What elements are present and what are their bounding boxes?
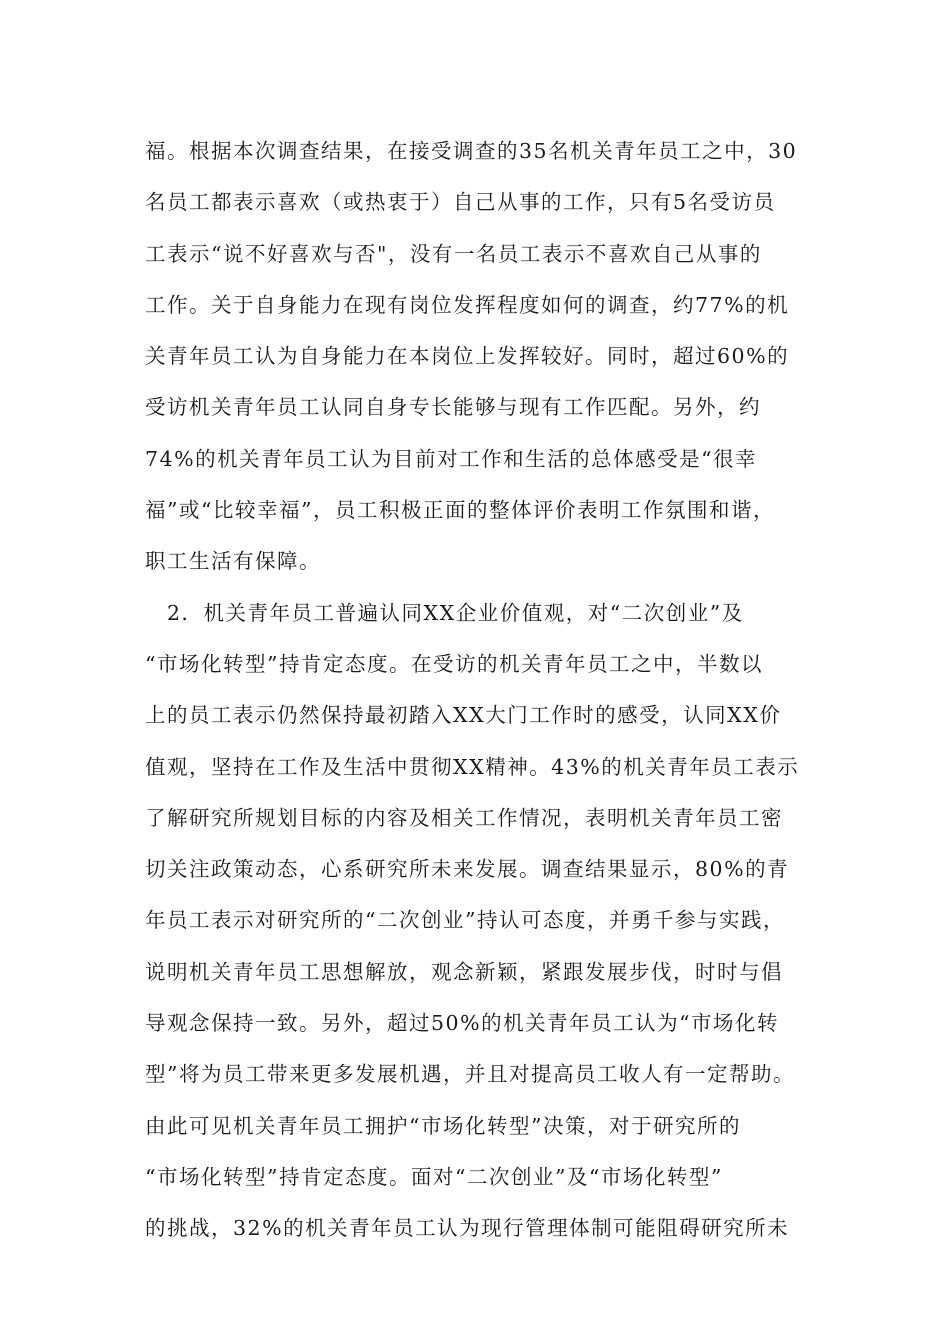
paragraph-line: 的挑战，32%的机关青年员工认为现行管理体制可能阻碍研究所未 xyxy=(145,1216,790,1241)
paragraph-line: 型”将为员工带来更多发展机遇，并且对提高员工收人有一定帮助。 xyxy=(145,1062,795,1087)
paragraph-line: “市场化转型”持肯定态度。在受访的机关青年员工之中，半数以 xyxy=(145,651,763,676)
paragraph-line: 由此可见机关青年员工拥护“市场化转型”决策，对于研究所的 xyxy=(145,1113,741,1138)
paragraph-line: 受访机关青年员工认同自身专长能够与现有工作匹配。另外，约 xyxy=(145,395,761,420)
paragraph-line: 职工生活有保障。 xyxy=(145,549,321,574)
paragraph-line: 关青年员工认为自身能力在本岗位上发挥较好。同时，超过60%的 xyxy=(145,344,790,369)
paragraph-line: 值观，坚持在工作及生活中贯彻XX精神。43%的机关青年员工表示 xyxy=(145,754,800,779)
paragraph-line: 2．机关青年员工普遍认同XX企业价值观，对“二次创业”及 xyxy=(167,600,744,625)
paragraph-line: 工表示“说不好喜欢与否"，没有一名员工表示不喜欢自己从事的 xyxy=(145,241,762,266)
paragraph-line: 切关注政策动态，心系研究所未来发展。调查结果显示，80%的青 xyxy=(145,857,790,882)
paragraph-line: 说明机关青年员工思想解放，观念新颖，紧跟发展步伐，时时与倡 xyxy=(145,959,783,984)
paragraph-line: 名员工都表示喜欢（或热衷于）自己从事的工作，只有5名受访员 xyxy=(145,190,776,215)
paragraph-line: 福”或“比较幸福”，员工积极正面的整体评价表明工作氛围和谐， xyxy=(145,498,775,523)
paragraph-line: 福。根据本次调查结果，在接受调查的35名机关青年员工之中，30 xyxy=(145,139,798,163)
paragraph-1 xyxy=(145,126,825,588)
paragraph-line: “市场化转型”持肯定态度。面对“二次创业”及“市场化转型” xyxy=(145,1164,723,1189)
paragraph-line: 74%的机关青年员工认为目前对工作和生活的总体感受是“很幸 xyxy=(145,446,758,471)
paragraph-line: 了解研究所规划目标的内容及相关工作情况，表明机关青年员工密 xyxy=(145,805,783,830)
body-text xyxy=(145,126,825,1255)
paragraph-line: 工作。关于自身能力在现有岗位发挥程度如何的调查，约77%的机 xyxy=(145,292,790,317)
paragraph-2 xyxy=(145,588,825,1255)
paragraph-line: 年员工表示对研究所的“二次创业”持认可态度，并勇千参与实践， xyxy=(145,908,785,933)
paragraph-line: 导观念保持一致。另外，超过50%的机关青年员工认为“市场化转 xyxy=(145,1011,780,1036)
paragraph-line: 上的员工表示仍然保持最初踏入XX大门工作时的感受，认同XX价 xyxy=(145,703,782,728)
